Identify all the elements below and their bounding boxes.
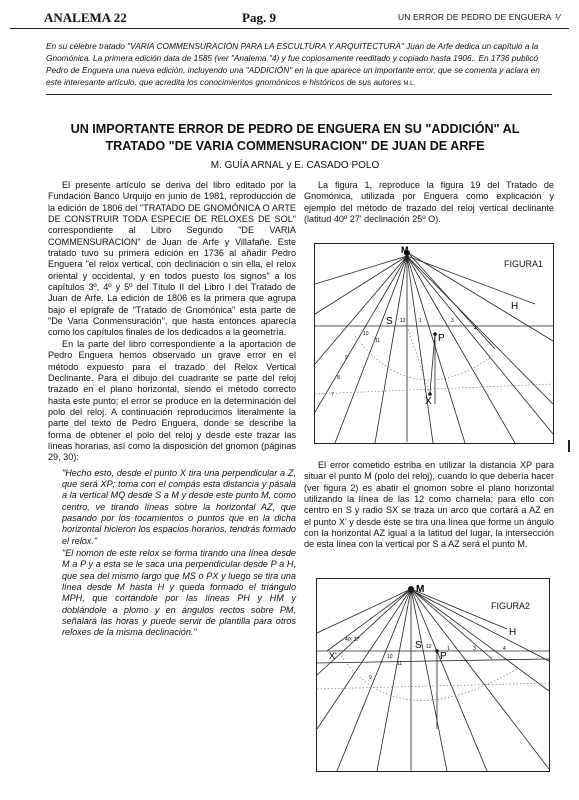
fig2-point-h: H: [509, 627, 517, 638]
right-column-top: [304, 180, 554, 225]
fig1-point-x: X: [425, 396, 432, 407]
article-title: [40, 121, 550, 155]
fig2-hour-12: 12: [426, 644, 432, 650]
title-line-1: UN IMPORTANTE ERROR DE PEDRO DE ENGUERA EN SU "ADDICIÓN" AL: [70, 122, 520, 136]
fig1-hour-8: 8: [337, 375, 340, 381]
intro-signature: M.L.: [403, 81, 416, 87]
paragraph-2: En la parte del libro correspondiente a la aportación de Pedro Enguera hemos observado un grave error en el método expuesto para el trazado del Relox Vertical Declinante. Para el dibujo del cuadrante se parte del reloj trazado en el plano horizontal, siendo el método correcto hasta este punto; el error se produce en la determinación del polo del reloj. A continuación reproducimos literalmente la parte del texto de Pedro Enguera, donde se describe la forma de obtener el polo del reloj y desde este trazar las líneas horarias, así como la disposición del gnomon (páginas 29, 30):: [48, 338, 296, 463]
running-mark: ⅟: [555, 12, 560, 22]
fig1-hour-10: 10: [363, 331, 369, 337]
fig1-hour-7: 7: [331, 392, 334, 398]
right-paragraph-2: El error cometido estriba en utilizar la distancia XP para situar el punto M (polo del reloj), cuando lo que debería hacer (ver figura 2) es abatir el gnomon sobre el plano horizontal utilizando la línea de las 12 como charnela; para ello con centro en S y radio SX se traza un arco que cortará a AZ en el punto X' y desde éste se tira una línea que forme un ángulo con la horizontal AZ igual a la latitud del lugar, la intersección de esta línea con la vertical por S a AZ será el punto M.: [304, 460, 554, 550]
fig1-hour-11: 11: [375, 338, 381, 344]
authors: M. GUÍA ARNAL y E. CASADO POLO: [210, 160, 380, 171]
fig1-point-h: H: [511, 301, 519, 312]
fig1-hour-12: 12: [400, 318, 406, 324]
paragraph-1: El presente artículo se deriva del libro editado por la Fundación Banco Urquijo en junio de 1981, reproducción de la edición de 1806 del "TRATADO DE GNOMÓNICA O ARTE DE CONSTRUIR TODA ESPECIE DE RELOXES DE SOL" correspondiente al Libro Segundo "DE VARIA COMMENSURACION" de Juan de Arfe y Villafañe. Este tratado tuvo su primera edición en 1736 al añadir Pedro Enguera "el relox vertical, con declinación o sin ella, el relox oriental y occidental, y en todos puesto los signos" a los capítulos 3º, 4º y 5º del Título II del Libro I del Tratado de Juan de Arfe. La edición de 1806 es la primera que agrupa bajo el epígrafe de "Tratado de Gnomónica" esta parte de "De Varia Conmensuración", que hasta entonces aparecía como los capítulos finales de los dedicados a la geometría.: [48, 180, 296, 338]
journal-name: ANALEMA 22: [44, 10, 127, 25]
fig2-hour-11: 11: [397, 661, 403, 667]
figure-1: [314, 243, 554, 444]
fig2-hour-4: 4: [503, 646, 506, 652]
right-column-bottom: [304, 460, 554, 551]
fig2-hour-3: 3: [473, 646, 476, 652]
fig2-point-s: S: [415, 640, 422, 651]
fig2-point-p: P: [440, 651, 447, 662]
fig2-hour-1: 1: [447, 646, 450, 652]
fig1-point-s: S: [386, 316, 393, 327]
right-paragraph-1: La figura 1, reproduce la figura 19 del Tratado de Gnomónica, utilizada por Enguera como explicación y ejemplo del método de trazado del reloj vertical declinante (latitud 40º 27' declinación 25º O).: [304, 180, 554, 225]
intro-text: En su célebre tratado "VARIA COMMENSURACIÓN PARA LA ESCULTURA Y ARQUITECTURA" Juan de Arfe dedica un capítulo a la Gnomónica. La primera edición data de 1585 (ver "Analema "4) y fue copiosamente reeditado y copiado hasta 1906.. En 1736 publicó Pedro de Enguera una nueva edición, incluyendo una "ADDICIÓN" en la que aparece un importante error, que se comenta y aclara en este interesante artículo, que acredita los conocimientos gnomónicos e históricos de sus autores: [46, 41, 540, 87]
fig2-hour-10: 10: [387, 654, 393, 660]
fig1-point-p: P: [438, 333, 445, 344]
running-title: UN ERROR DE PEDRO DE ENGUERA: [398, 12, 552, 22]
title-line-2: TRATADO "DE VARIA COMMENSURACION" DE JUAN DE ARFE: [105, 139, 485, 153]
quote-1: "Hecho esto, desde el punto X tira una perpendicular a Z, que será XP; toma con el compás esta distancia y pásala a la vertical MQ desde S a M y desde este punto M, como centro, ve tirando líneas sobre la horizontal AZ, que pasando por los tocamientos o puntos que en la dicha horizontal hicieron los espacios horarios, tendrás formado el relox.": [62, 467, 296, 546]
left-column: [48, 180, 296, 639]
quote-2: "El nomon de este relox se forma tirando una línea desde M a P y a esta se le saca una perpendicular desde P a H, que sea del mismo largo que MS o PX y luego se tira una línea desde M hasta H y queda formado el triángulo MPH, que cortándole por las líneas PH y HM y doblándole a plomo y en ángulos rectos sobre PM, señalará las horas y puede servir de plantilla para otros reloxes de la misma declinación.": [62, 548, 296, 638]
figure-1-drawing: [315, 244, 553, 443]
page-header: [10, 6, 569, 29]
figure-2-label: FIGURA2: [491, 601, 531, 611]
fig1-hour-3: 3: [451, 318, 454, 324]
fig2-point-m: M: [416, 584, 425, 595]
page-number: Pag. 9: [242, 10, 276, 25]
fig2-latitude-angle: 40º 27': [345, 637, 361, 643]
margin-mark: [568, 440, 570, 452]
fig2-hour-9: 9: [369, 675, 372, 681]
fig1-hour-9: 9: [345, 355, 348, 361]
fig1-point-m: M: [401, 245, 409, 255]
figure-2: [316, 578, 550, 772]
editor-intro: [46, 40, 552, 95]
fig1-hour-4: 4: [474, 326, 477, 332]
figure-1-label: FIGURA1: [504, 259, 544, 269]
fig1-hour-1: 1: [419, 318, 422, 324]
fig2-point-xprime: X': [329, 651, 337, 661]
